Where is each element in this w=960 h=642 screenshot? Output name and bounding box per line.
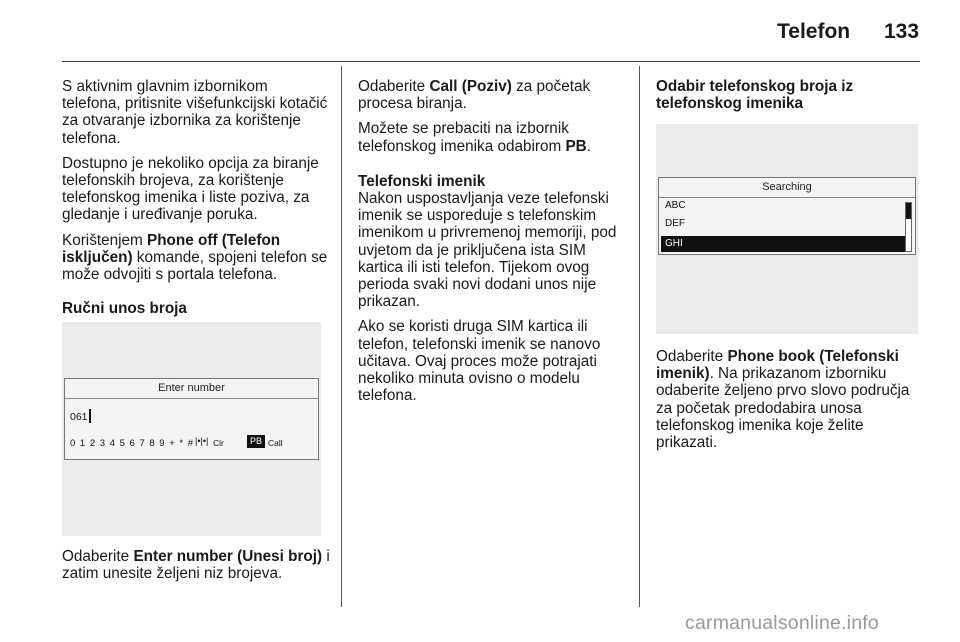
section-heading: Odabir telefonskog broja iz telefonskog imenika (656, 78, 854, 113)
column-3-bottom (656, 348, 922, 459)
list-item[interactable]: DEF (665, 218, 685, 229)
searching-figure (656, 124, 918, 334)
column-2 (358, 78, 626, 412)
scroll-thumb[interactable] (906, 203, 911, 219)
paragraph: S aktivnim glavnim izbornikom telefona, pritisnite višefunkcijski kotačić za otvaranje izbornika za korištenje telefona. (62, 78, 328, 147)
enter-number-screen (64, 378, 319, 460)
paragraph: Nakon uspostavljanja veze telefonski imenik se usporeduje s telefonskim imenikom u privremenoj memoriji, pod uvjetom da je priključena ista SIM kartica ili isti telefon. Tijekom ovog perioda svaki novi dodani unos nije prikazan. (358, 190, 617, 311)
paragraph: Ako se koristi druga SIM kartica ili telefon, telefonski imenik se nanovo učitava. Ovaj proces može potrajati nekoliko minuta ovisno o modelu telefona. (358, 318, 601, 405)
section-heading: Telefonski imenik (358, 172, 486, 190)
section-heading: Ručni unos broja (62, 300, 187, 318)
column-divider-1 (341, 66, 342, 607)
header-rule (62, 61, 920, 62)
page-number: 133 (884, 20, 920, 43)
enter-number-figure (62, 322, 321, 536)
paragraph: Korištenjem Phone off (Telefon isključen) komande, spojeni telefon se može odvojiti s portala telefona. (62, 231, 328, 284)
paragraph: Možete se prebaciti na izbornik telefonskog imenika odabirom PB. (358, 120, 591, 155)
list-item-selected[interactable]: GHI (661, 236, 905, 252)
column-1-bottom (62, 548, 330, 590)
text-cursor (89, 409, 91, 423)
column-3 (656, 78, 922, 112)
scrollbar[interactable] (905, 202, 912, 252)
call-key[interactable]: Call (268, 438, 283, 448)
paragraph: Odaberite Phone book (Telefonski imenik). Na prikazanom izborniku odaberite željeno prvo slovo područja za početak predodabira unosa telefonskog imenika koje želite prikazati. (656, 348, 910, 452)
paragraph: Odaberite Enter number (Unesi broj) i zatim unesite željeni niz brojeva. (62, 548, 330, 583)
column-divider-2 (639, 66, 640, 607)
typed-number: 061 (70, 409, 91, 423)
page-header-title: Telefon (777, 20, 851, 43)
screen-title: Enter number (65, 379, 318, 399)
digit-keys[interactable]: 0 1 2 3 4 5 6 7 8 9 + * # (70, 438, 195, 449)
space-key[interactable]: |•|•| (195, 436, 209, 446)
paragraph: Odaberite Call (Poziv) za početak procesa biranja. (358, 78, 591, 113)
column-1 (62, 78, 330, 317)
screen-title: Searching (659, 178, 915, 198)
list-item[interactable]: ABC (665, 200, 686, 211)
searching-screen (658, 177, 916, 255)
paragraph: Dostupno je nekoliko opcija za biranje telefonskih brojeva, za korištenje telefonskog imenika i liste poziva, za gledanje i uređivanje poruka. (62, 154, 319, 224)
pb-key[interactable]: PB (247, 435, 265, 448)
watermark: carmanualsonline.info (685, 612, 879, 634)
clr-key[interactable]: Clr (213, 438, 224, 448)
